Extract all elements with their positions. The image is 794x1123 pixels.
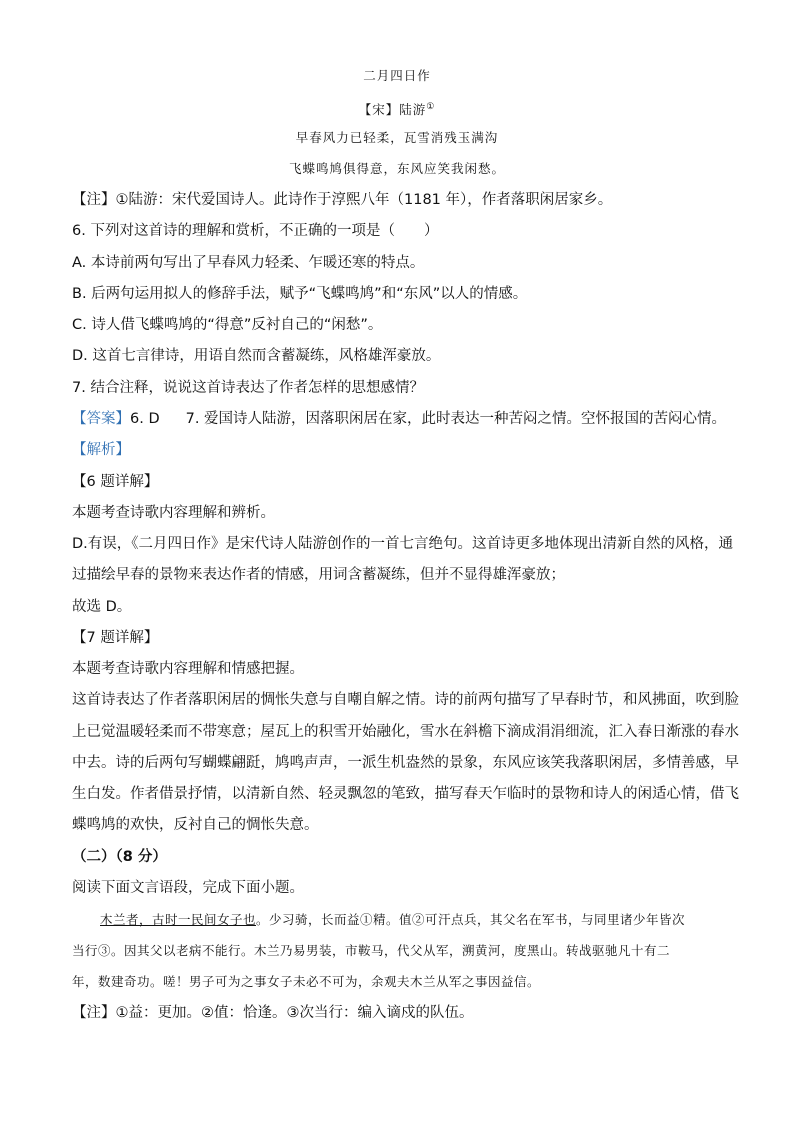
detail-7-paragraph-1: 本题考查诗歌内容理解和情感把握。 — [72, 661, 304, 677]
answer-line — [72, 409, 732, 429]
poem-author-note-mark: ① — [426, 102, 436, 112]
poem-author — [0, 97, 794, 120]
section-2-heading: （二）（8 分） — [72, 849, 167, 865]
detail-7-paragraph-3: 上已觉温暖轻柔而不带寒意；屋瓦上的积雪开始融化，雪水在斜檐下滴成涓涓细流，汇入春日渐涨的春水 — [72, 724, 739, 740]
classical-text-note: 【注】①益：更加。②值：恰逢。③次当行：编入谪戍的队伍。 — [72, 1005, 474, 1021]
section-2-instruction: 阅读下面文言语段，完成下面小题。 — [72, 880, 304, 896]
classical-text-line-1 — [72, 910, 760, 930]
detail-7-paragraph-6: 蝶鸣鸠的欢快，反衬自己的惆怅失意。 — [72, 817, 319, 833]
question-6-option-b: B. 后两句运用拟人的修辞手法，赋予“飞蝶鸣鸠”和“东风”以人的情感。 — [72, 286, 528, 302]
detail-6-paragraph-4: 故选 D。 — [72, 599, 132, 615]
answer-7: 7. 爱国诗人陆游，因落职闲居在家，此时表达一种苦闷之情。空怀报国的苦闷心情。 — [185, 411, 727, 427]
classical-text-line-1-rest: 。少习骑，长而益①精。值②可汗点兵，其父名在军书，与同里诸少年皆次 — [256, 912, 686, 927]
poem-note: 【注】①陆游：宋代爱国诗人。此诗作于淳熙八年（1181 年），作者落职闲居家乡。 — [72, 192, 613, 208]
detail-6-paragraph-2: D.有误，《二月四日作》是宋代诗人陆游创作的一首七言绝句。这首诗更多地体现出清新自然的风格，通 — [72, 536, 734, 552]
poem-title: 二月四日作 — [363, 68, 431, 83]
poem-author-text: 【宋】陆游 — [358, 102, 427, 118]
classical-text-line-2: 当行③。因其父以老病不能行。木兰乃易男装，市鞍马，代父从军，溯黄河，度黑山。转战驱驰凡十有二 — [72, 943, 671, 958]
detail-6-label: 【6 题详解】 — [72, 474, 159, 490]
detail-6-paragraph-1: 本题考查诗歌内容理解和辨析。 — [72, 505, 275, 521]
classical-text-line-3: 年，数建奇功。嗟！男子可为之事女子未必不可为，余观夫木兰从军之事因益信。 — [72, 974, 541, 989]
detail-6-paragraph-3: 过描绘早春的景物来表达作者的情感，用词含蓄凝练，但并不显得雄浑豪放； — [72, 567, 565, 583]
question-7-stem: 7. 结合注释，说说这首诗表达了作者怎样的思想感情？ — [72, 380, 424, 396]
question-6-option-a: A. 本诗前两句写出了早春风力轻柔、乍暖还寒的特点。 — [72, 255, 425, 271]
poem-line-2: 飞蝶鸣鸠俱得意，东风应笑我闲愁。 — [288, 161, 505, 176]
question-6-option-c: C. 诗人借飞蝶鸣鸠的“得意”反衬自己的“闲愁”。 — [72, 317, 383, 333]
answer-6: 6. D — [130, 411, 160, 427]
detail-7-label: 【7 题详解】 — [72, 630, 159, 646]
classical-text-underlined: 木兰者，古时一民间女子也 — [100, 912, 257, 927]
detail-7-paragraph-2: 这首诗表达了作者落职闲居的惆怅失意与自嘲自解之情。诗的前两句描写了早春时节，和风拂面，吹到脸 — [72, 692, 739, 708]
analysis-label: 【解析】 — [72, 442, 130, 458]
poem-line-1: 早春风力已轻柔，瓦雪消残玉满沟 — [295, 130, 499, 145]
question-6-option-d: D. 这首七言律诗，用语自然而含蓄凝练，风格雄浑豪放。 — [72, 348, 441, 364]
detail-7-paragraph-4: 中去。诗的后两句写蝴蝶翩跹，鸠鸣声声，一派生机盎然的景象，东风应该笑我落职闲居，多情善感，早 — [72, 755, 739, 771]
answer-label: 【答案】 — [72, 411, 130, 427]
detail-7-paragraph-5: 生白发。作者借景抒情，以清新自然、轻灵飘忽的笔致，描写春天乍临时的景物和诗人的闲适心情，借飞 — [72, 786, 739, 802]
question-6-stem: 6. 下列对这首诗的理解和赏析，不正确的一项是（ ） — [72, 223, 439, 239]
